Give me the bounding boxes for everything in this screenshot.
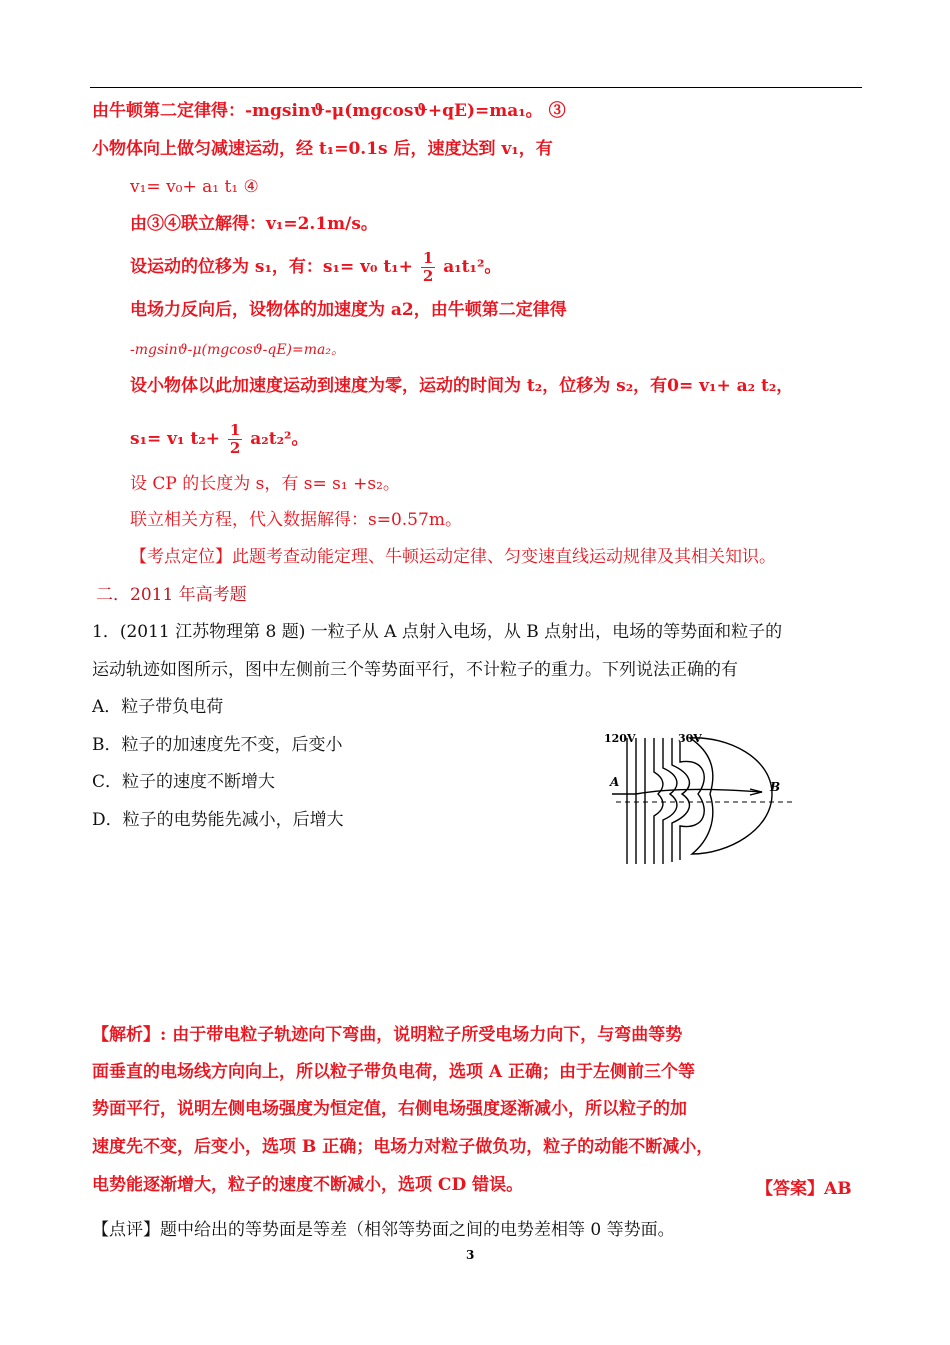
solution-line-11: 联立相关方程，代入数据解得：s=0.57m。: [130, 510, 462, 530]
analysis-line-5: 电势能逐渐增大，粒子的速度不断减小，选项 CD 错误。: [92, 1175, 524, 1195]
solution-line-5-right: a₁t₁²。: [443, 257, 502, 277]
option-c: C．粒子的速度不断增大: [92, 772, 276, 792]
equipotential-outer: [690, 738, 772, 854]
analysis-line-3: 势面平行，说明左侧电场强度为恒定值，右侧电场强度逐渐减小，所以粒子的加: [92, 1099, 687, 1119]
page-number: 3: [466, 1248, 475, 1262]
comment-line: 【点评】题中给出的等势面是等差（相邻等势面之间的电势差相等 0 等势面。: [92, 1220, 675, 1240]
solution-line-5-left: 设运动的位移为 s₁，有：s₁= v₀ t₁+: [130, 257, 413, 277]
equipotential-curve: [654, 738, 663, 864]
question-stem-1: 1．(2011 江苏物理第 8 题) 一粒子从 A 点射入电场，从 B 点射出，电场的等势面和粒子的: [92, 622, 783, 642]
solution-line-7: -mgsinϑ-μ(mgcosϑ-qE)=ma₂。: [130, 342, 345, 358]
solution-line-3: v₁= v₀+ a₁ t₁ ④: [130, 177, 259, 197]
solution-line-8: 设小物体以此加速度运动到速度为零，运动的时间为 t₂，位移为 s₂，有0= v₁+ a₂ t₂，: [130, 376, 794, 396]
option-a: A．粒子带负电荷: [92, 697, 224, 717]
solution-line-9: [130, 422, 308, 457]
fraction-numerator: 1: [229, 421, 241, 439]
solution-line-1: 由牛顿第二定律得：-mgsinϑ-μ(mgcosϑ+qE)=ma₁。 ③: [92, 101, 566, 121]
solution-line-5: [130, 250, 501, 285]
equipotential-curve: [672, 738, 689, 862]
fraction-one-half: [228, 422, 242, 457]
equipotential-curve: [663, 738, 677, 864]
knowledge-point-line: 【考点定位】此题考查动能定理、牛顿运动定律、匀变速直线运动规律及其相关知识。: [130, 547, 776, 567]
solution-line-9-left: s₁= v₁ t₂+: [130, 429, 220, 449]
fraction-denominator: 2: [229, 439, 241, 457]
analysis-line-1: 【解析】: 由于带电粒子轨迹向下弯曲，说明粒子所受电场力向下，与弯曲等势: [92, 1025, 683, 1045]
solution-line-6: 电场力反向后，设物体的加速度为 a2，由牛顿第二定律得: [130, 300, 567, 320]
fraction-numerator: 1: [422, 249, 434, 267]
label-120v: 120V: [604, 732, 636, 745]
point-b-label: B: [770, 780, 781, 794]
header-rule: [90, 87, 862, 88]
equipotential-diagram: [600, 728, 800, 868]
label-30v: 30V: [678, 732, 702, 745]
solution-line-9-right: a₂t₂²。: [250, 429, 309, 449]
answer-label: 【答案】AB: [756, 1179, 852, 1199]
analysis-line-2: 面垂直的电场线方向向上，所以粒子带负电荷，选项 A 正确；由于左侧前三个等: [92, 1062, 696, 1082]
option-b: B．粒子的加速度先不变，后变小: [92, 735, 343, 755]
fraction-denominator: 2: [422, 267, 434, 285]
point-a-label: A: [610, 775, 620, 789]
solution-line-4: 由③④联立解得：v₁=2.1m/s。: [130, 214, 378, 234]
analysis-line-4: 速度先不变，后变小，选项 B 正确；电场力对粒子做负功，粒子的动能不断减小，: [92, 1137, 714, 1157]
section-heading: 二．2011 年高考题: [96, 585, 247, 605]
question-stem-2: 运动轨迹如图所示，图中左侧前三个等势面平行，不计粒子的重力。下列说法正确的有: [92, 660, 738, 680]
equipotential-curve: [680, 742, 704, 860]
fraction-one-half: [421, 250, 435, 285]
solution-line-2: 小物体向上做匀减速运动，经 t₁=0.1s 后，速度达到 v₁，有: [92, 139, 553, 159]
option-d: D．粒子的电势能先减小，后增大: [92, 810, 344, 830]
solution-line-10: 设 CP 的长度为 s，有 s= s₁ +s₂。: [130, 474, 400, 494]
particle-trajectory: [612, 789, 762, 794]
